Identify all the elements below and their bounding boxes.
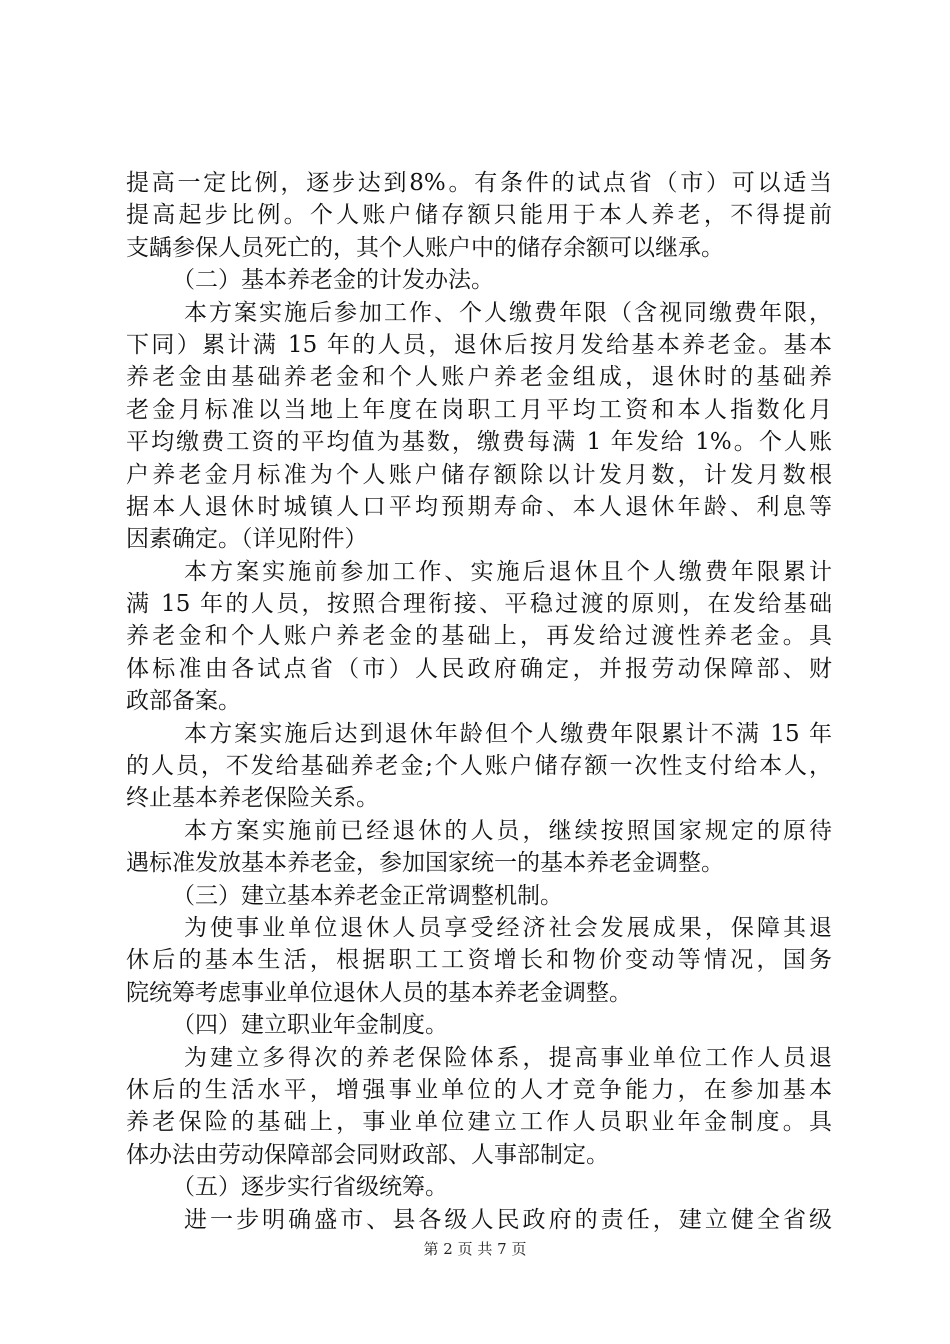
text-line: 满 15 年的人员，按照合理衔接、平稳过渡的原则，在发给基础 xyxy=(126,591,832,618)
text-line: 为建立多得次的养老保险体系，提高事业单位工作人员退 xyxy=(184,1044,832,1071)
text-line: 体标准由各试点省（市）人民政府确定，并报劳动保障部、财 xyxy=(126,655,832,682)
text-line: 的人员，不发给基础养老金;个人账户储存额一次性支付给本人， xyxy=(126,753,832,780)
text-line: 本方案实施前已经退休的人员，继续按照国家规定的原待 xyxy=(184,817,832,844)
text-line: 养老金和个人账户养老金的基础上，再发给过渡性养老金。具 xyxy=(126,623,832,650)
text-line: 本方案实施前参加工作、实施后退休且个人缴费年限累计 xyxy=(184,558,832,585)
text-line: 支龋参保人员死亡的，其个人账户中的储存余额可以继承。 xyxy=(126,234,724,261)
text-line: 下同）累计满 15 年的人员，退休后按月发给基本养老金。基本 xyxy=(126,331,832,358)
text-line: 遇标准发放基本养老金，参加国家统一的基本养老金调整。 xyxy=(126,850,724,877)
text-line: 养老金由基础养老金和个人账户养老金组成，退休时的基础养 xyxy=(126,364,832,391)
text-line: 提高起步比例。个人账户储存额只能用于本人养老，不得提前 xyxy=(126,202,832,229)
text-line: 养老保险的基础上，事业单位建立工作人员职业年金制度。具 xyxy=(126,1109,832,1136)
text-line: 进一步明确盛市、县各级人民政府的责任，建立健全省级 xyxy=(184,1206,832,1233)
text-line: 本方案实施后参加工作、个人缴费年限（含视同缴费年限， xyxy=(184,299,832,326)
text-line: 因素确定。（详见附件） xyxy=(126,526,368,553)
document-body xyxy=(126,167,832,1236)
text-line: 休后的基本生活，根据职工工资增长和物价变动等情况，国务 xyxy=(126,947,832,974)
text-line: 体办法由劳动保障部会同财政部、人事部制定。 xyxy=(126,1141,609,1168)
text-line: （四）建立职业年金制度。 xyxy=(172,1012,448,1039)
text-line: 本方案实施后达到退休年龄但个人缴费年限累计不满 15 年 xyxy=(184,720,832,747)
text-line: 政部备案。 xyxy=(126,688,241,715)
text-line: 老金月标准以当地上年度在岗职工月平均工资和本人指数化月 xyxy=(126,396,832,423)
text-line: 终止基本养老保险关系。 xyxy=(126,785,379,812)
text-line: 据本人退休时城镇人口平均预期寿命、本人退休年龄、利息等 xyxy=(126,493,832,520)
text-line: 院统筹考虑事业单位退休人员的基本养老金调整。 xyxy=(126,979,632,1006)
text-line: 提高一定比例，逐步达到8%。有条件的试点省（市）可以适当 xyxy=(126,170,832,196)
text-line: 休后的生活水平，增强事业单位的人才竞争能力，在参加基本 xyxy=(126,1076,832,1103)
text-line: 户养老金月标准为个人账户储存额除以计发月数，计发月数根 xyxy=(126,461,832,488)
text-line: 为使事业单位退休人员享受经济社会发展成果，保障其退 xyxy=(184,914,832,941)
text-line: （二）基本养老金的计发办法。 xyxy=(172,267,494,294)
text-line: 平均缴费工资的平均值为基数，缴费每满 1 年发给 1%。个人账 xyxy=(126,429,832,456)
page-footer: 第 2 页 共 7 页 xyxy=(423,1240,527,1258)
text-line: （三）建立基本养老金正常调整机制。 xyxy=(172,882,563,909)
text-line: （五）逐步实行省级统筹。 xyxy=(172,1174,448,1201)
